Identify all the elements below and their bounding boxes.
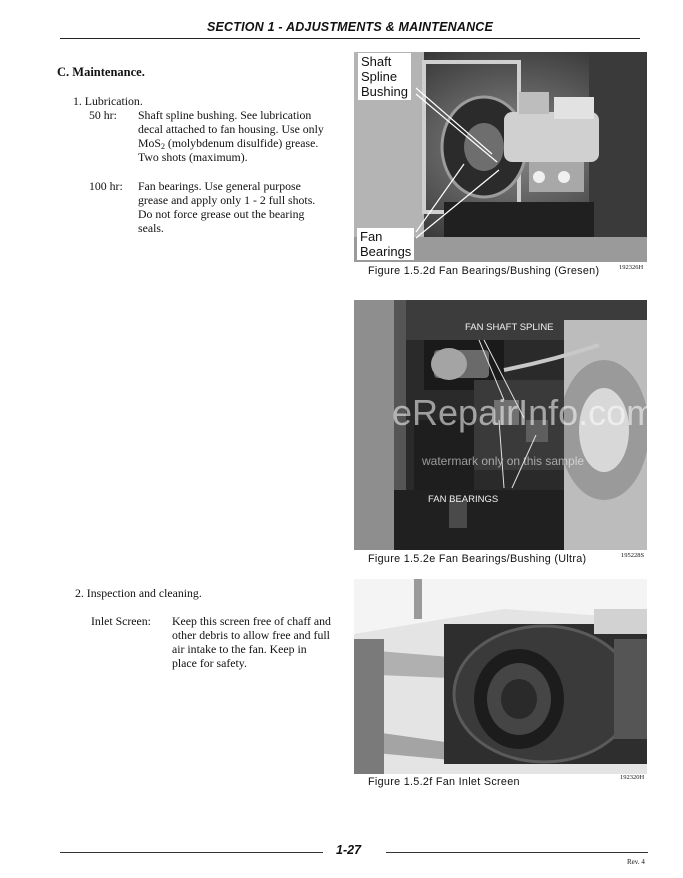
watermark-main: eRepairInfo.com xyxy=(392,392,657,433)
fan-inlet-screen-image xyxy=(354,579,647,774)
figure-f-caption: Figure 1.5.2f Fan Inlet Screen xyxy=(368,776,520,788)
mos-text: MoS xyxy=(138,136,161,150)
item-50-line2: decal attached to fan housing. Use only xyxy=(138,122,324,136)
item-100-line3: Do not force grease out the bearing xyxy=(138,207,305,221)
fan-bearings-label: FAN BEARINGS xyxy=(428,494,499,505)
revision-label: Rev. 4 xyxy=(627,858,645,866)
mos-subscript: 2 xyxy=(160,142,165,151)
fan-bearings-callout xyxy=(357,228,414,260)
header-rule xyxy=(60,38,640,39)
shaft-spline-bushing-callout xyxy=(358,53,411,100)
item-50-term: 50 hr: xyxy=(89,108,117,122)
watermark-sub: watermark only on this sample xyxy=(422,454,585,468)
callout-line: Spline xyxy=(361,69,398,84)
figure-d-caption: Figure 1.5.2d Fan Bearings/Bushing (Gresen) xyxy=(368,265,600,277)
inspection-line2: other debris to allow free and full xyxy=(172,628,330,642)
item-100-line2: grease and apply only 1 - 2 full shots. xyxy=(138,193,316,207)
footer-rule-right xyxy=(386,852,648,853)
fan-shaft-spline-label: FAN SHAFT SPLINE xyxy=(465,322,554,333)
inspection-line4: place for safety. xyxy=(172,656,247,670)
item-100-line4: seals. xyxy=(138,221,164,235)
figure-f-photo xyxy=(354,579,647,774)
figure-d-photo-id: 192326H xyxy=(619,264,644,271)
figure-e-caption: Figure 1.5.2e Fan Bearings/Bushing (Ultra) xyxy=(368,553,587,565)
figure-f-photo-id: 192320H xyxy=(620,774,645,781)
section-title: C. Maintenance. xyxy=(57,65,145,79)
page-number: 1-27 xyxy=(336,843,362,857)
callout-line: Bearings xyxy=(360,244,412,259)
inspection-line3: air intake to the fan. Keep in xyxy=(172,642,307,656)
inspection-line1: Keep this screen free of chaff and xyxy=(172,614,331,628)
callout-line: Shaft xyxy=(361,54,392,69)
inlet-screen-term: Inlet Screen: xyxy=(91,614,151,628)
item-50-line4: Two shots (maximum). xyxy=(138,150,248,164)
callout-line: Bushing xyxy=(361,84,408,99)
item-100-line1: Fan bearings. Use general purpose xyxy=(138,179,301,193)
item-100-term: 100 hr: xyxy=(89,179,123,193)
callout-line: Fan xyxy=(360,229,383,244)
item-50-line1: Shaft spline bushing. See lubrication xyxy=(138,108,312,122)
lubrication-label: 1. Lubrication. xyxy=(73,94,143,108)
section-header: SECTION 1 - ADJUSTMENTS & MAINTENANCE xyxy=(206,20,494,34)
figure-d-photo xyxy=(354,52,647,262)
footer-rule-left xyxy=(60,852,323,853)
item-50-line3-rest: (molybdenum disulfide) grease. xyxy=(164,136,319,150)
figure-e-photo-id: 195228S xyxy=(621,552,645,559)
inspection-label: 2. Inspection and cleaning. xyxy=(75,586,202,600)
